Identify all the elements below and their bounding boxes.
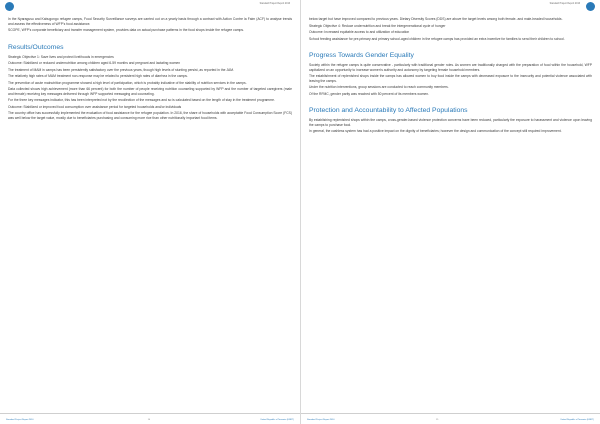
paragraph: Under the nutrition interventions, group sessions are conducted to reach community members.: [309, 85, 449, 89]
paragraph: Outcome: Increased equitable access to and utilization of education: [309, 30, 410, 34]
left-header-bar: [0, 0, 300, 14]
paragraph: Data collected shows high achievement (more than 66 percent) for both the number of people receiving nutrition counseling supported by WFP and the number of targeted caregivers (male and female) receiving key messages delivered through WFP supported messaging and counseling.: [8, 87, 292, 96]
paragraph: Strategic Objective 4: Reduce undernutrition and break the intergenerational cycle of hunger: [309, 23, 446, 28]
running-header: Standard Project Report 2016: [259, 3, 290, 5]
paragraph: In the Nyaragusu and Kabugongo refugee camps, Food Security Surveillance surveys are carried out on a yearly basis through a contract with Action Contre la Faim (ACF) to analyse trends and assess the effectiveness of WFP's food assistance.: [8, 17, 292, 26]
footer-title: Standard Project Report 2016: [6, 419, 34, 421]
wfp-logo-icon: [586, 2, 595, 11]
paragraph: For the three key messages indicator, this has been interpreted not by the recollection of the messages and so is calculated based on the length of stay in the treatment programme.: [8, 98, 275, 102]
right-content: [309, 17, 592, 410]
paragraph: Of the RFMC, gender parity was reached with 50 percent of its members women.: [309, 91, 430, 96]
paragraph: The treatment of MAM in camps has been persistently satisfactory over the previous years, though high levels of stunting persist, as reported in the JAM.: [8, 67, 234, 72]
footer-country: United Republic of Tanzania (UNRT): [560, 419, 594, 421]
paragraph: below target but have improved compared to previous years. Dietary Diversity Scores (DDS) are above the target levels among both female- and male-headed households.: [309, 17, 563, 21]
footer-country: United Republic of Tanzania (UNRT): [260, 419, 294, 421]
left-content: [8, 17, 292, 410]
paragraph: SCOPE, WFP's corporate beneficiary and transfer management system, provides data on actual purchase patterns in the food shops inside the refugee camps.: [8, 28, 244, 32]
right-page: [300, 0, 600, 424]
wfp-logo-icon: [5, 2, 14, 11]
paragraph: The prevention of acute malnutrition programme showed a high level of participation, which is probably indicative of the stability of nutrition services in the camps.: [8, 80, 247, 85]
running-header: Standard Project Report 2016: [549, 3, 580, 5]
paragraph: Strategic Objective 1: Save lives and protect livelihoods in emergencies: [8, 54, 114, 59]
right-header-bar: [301, 0, 600, 14]
right-footer: [301, 413, 600, 424]
paragraph: The country office has successfully implemented the evaluation of food assistance for the refugee population. In 2016, the share of households with acceptable Food Consumption Score (FCS) was well below the target value, mostly due to beneficiaries purchasing and consuming more rice than other nutritionally important food items.: [8, 111, 292, 120]
paragraph: Outcome: Stabilized or improved food consumption over assistance period for targeted households and/or individuals: [8, 104, 182, 109]
paragraph: Outcome: Stabilized or reduced undernutrition among children aged 6-59 months and pregnant and lactating women: [8, 61, 181, 65]
section-title-protection: Protection and Accountability to Affected Populations: [309, 107, 468, 114]
paragraph: In general, the cashless system has had a positive impact on the dignity of beneficiaries; however the design and communication of the concept still required improvement.: [309, 129, 562, 133]
page-number: 14: [147, 419, 150, 421]
paragraph: By establishing replenished shops within the camps, cross-gender-based violence protection concerns have been reduced, particularly the exposure to harassment and violence upon leaving the camps to purchase food.: [309, 118, 592, 127]
left-footer: [0, 413, 300, 424]
paragraph: The relatively high rates of MAM treatment non-response may be related to persistent high rates of diarrhea in the camps.: [8, 74, 188, 78]
paragraph: School feeding assistance for pre-primary and primary school-aged children in the refugee camps has provided an extra incentive for families to send their children to school.: [309, 36, 565, 41]
section-title-results: Results/Outcomes: [8, 43, 64, 51]
page-number: 15: [436, 419, 439, 421]
paragraph: The establishment of replenished shops inside the camps has allowed women to buy food inside the camps with decreased exposure to the insecurity and potential violence associated with leaving the camps.: [309, 74, 592, 83]
paragraph: Society within the refugee camps is quite conservative - particularly with traditional gender roles. As women are traditionally charged with the preparation of food within the household, WFP capitalized on an opportunity to increase women's authority and autonomy by targeting female household members.: [309, 63, 592, 72]
footer-title: Standard Project Report 2016: [307, 419, 335, 421]
section-title-gender: Progress Towards Gender Equality: [309, 52, 414, 59]
